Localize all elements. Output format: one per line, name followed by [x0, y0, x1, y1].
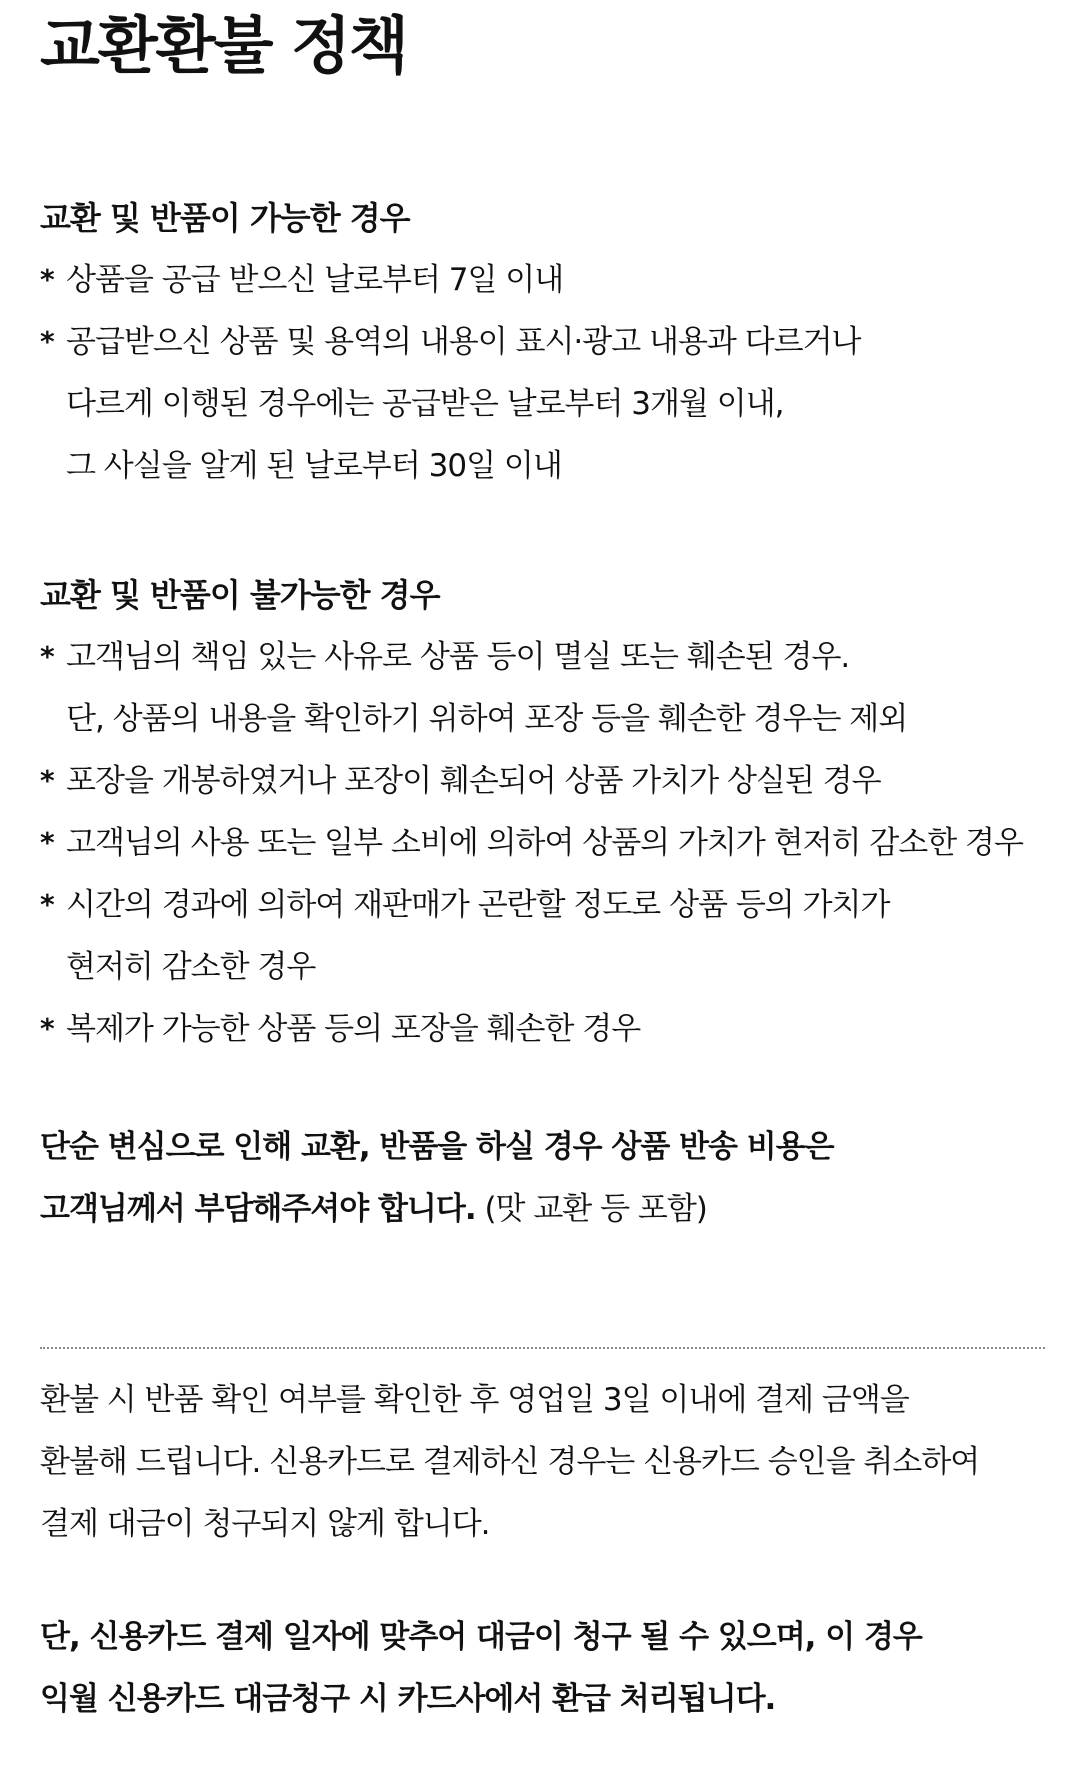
list-item-text: 그 사실을 알게 된 날로부터 30일 이내 — [66, 448, 562, 484]
refund-info-line: 환불해 드립니다. 신용카드로 결제하신 경우는 신용카드 승인을 취소하여 — [40, 1444, 980, 1480]
list-item — [40, 750, 1050, 812]
shipping-cost-notice — [40, 1116, 1050, 1240]
list-item — [40, 626, 1050, 750]
bullet-asterisk-icon: * — [40, 826, 55, 859]
not-allowed-heading: 교환 및 반품이 불가능한 경우 — [40, 576, 440, 614]
list-item — [40, 311, 1050, 497]
list-item — [40, 812, 1050, 874]
list-item — [40, 998, 1050, 1060]
not-allowed-list — [40, 626, 1050, 1060]
card-billing-notice — [40, 1606, 1050, 1730]
refund-info — [40, 1369, 1050, 1555]
page-title: 교환환불 정책 — [40, 9, 407, 82]
shipping-notice-line — [40, 1178, 1050, 1240]
list-item-text: 다르게 이행된 경우에는 공급받은 날로부터 3개월 이내, — [66, 386, 784, 422]
shipping-notice-bold-text: 고객님께서 부담해주셔야 합니다. — [40, 1191, 476, 1227]
list-item — [40, 874, 1050, 998]
list-item-text: 복제가 가능한 상품 등의 포장을 훼손한 경우 — [66, 1011, 641, 1047]
refund-info-line: 환불 시 반품 확인 여부를 확인한 후 영업일 3일 이내에 결제 금액을 — [40, 1382, 909, 1418]
not-allowed-section — [40, 564, 1050, 1060]
allowed-list — [40, 249, 1050, 497]
bullet-asterisk-icon: * — [40, 263, 55, 296]
allowed-heading: 교환 및 반품이 가능한 경우 — [40, 199, 410, 237]
list-item-text: 현저히 감소한 경우 — [66, 949, 316, 985]
allowed-section — [40, 187, 1050, 497]
card-notice-line: 단, 신용카드 결제 일자에 맞추어 대금이 청구 될 수 있으며, 이 경우 — [40, 1619, 922, 1655]
bullet-asterisk-icon: * — [40, 325, 55, 358]
list-item-text: 포장을 개봉하였거나 포장이 훼손되어 상품 가치가 상실된 경우 — [66, 763, 881, 799]
card-notice-line: 익월 신용카드 대금청구 시 카드사에서 환급 처리됩니다. — [40, 1681, 776, 1717]
list-item-text: 단, 상품의 내용을 확인하기 위하여 포장 등을 훼손한 경우는 제외 — [66, 701, 908, 737]
refund-info-line: 결제 대금이 청구되지 않게 합니다. — [40, 1506, 490, 1542]
list-item-text: 고객님의 책임 있는 사유로 상품 등이 멸실 또는 훼손된 경우. — [66, 639, 850, 675]
bullet-asterisk-icon: * — [40, 640, 55, 673]
list-item-text: 상품을 공급 받으신 날로부터 7일 이내 — [66, 262, 564, 298]
list-item-text: 공급받으신 상품 및 용역의 내용이 표시·광고 내용과 다르거나 — [66, 324, 861, 360]
list-item-text: 고객님의 사용 또는 일부 소비에 의하여 상품의 가치가 현저히 감소한 경우 — [66, 825, 1023, 861]
shipping-notice-line: 단순 변심으로 인해 교환, 반품을 하실 경우 상품 반송 비용은 — [40, 1129, 834, 1165]
dotted-divider — [40, 1347, 1045, 1349]
list-item-text: 시간의 경과에 의하여 재판매가 곤란할 정도로 상품 등의 가치가 — [66, 887, 890, 923]
list-item — [40, 249, 1050, 311]
bullet-asterisk-icon: * — [40, 1012, 55, 1045]
bullet-asterisk-icon: * — [40, 764, 55, 797]
bullet-asterisk-icon: * — [40, 888, 55, 921]
shipping-notice-note: (맛 교환 등 포함) — [475, 1191, 707, 1227]
